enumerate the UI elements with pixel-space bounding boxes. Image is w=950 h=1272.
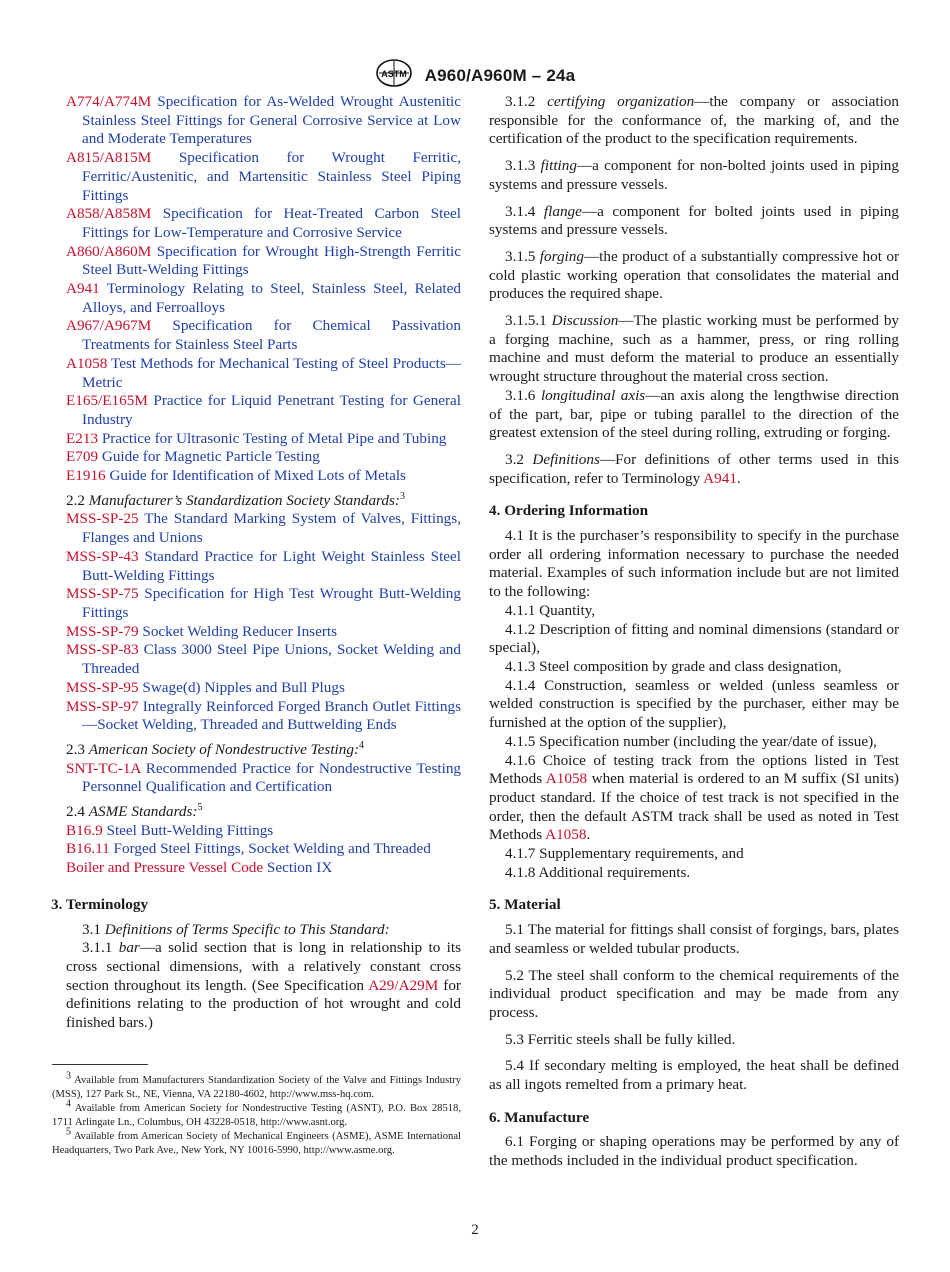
page-number: 2 [471,1222,479,1238]
reference-title[interactable]: Test Methods for Mechanical Testing of Steel Products—Metric [82,354,461,391]
reference-title[interactable]: Specification for High Test Wrought Butt-Welding Fittings [82,585,461,621]
reference-item[interactable] [66,623,461,642]
para-4-1-5: 4.1.5 Specification number (including the year/date of issue), [505,732,877,750]
reference-title[interactable]: Guide for Identification of Mixed Lots of Metals [109,467,406,485]
reference-bpvc[interactable]: Boiler and Pressure Vessel Code Section IX [66,859,333,877]
para-4-1-3: 4.1.3 Steel composition by grade and class designation, [505,657,842,675]
section-6-heading: 6. Manufacture [489,1108,590,1126]
reference-item[interactable] [66,548,461,585]
reference-title[interactable]: Swage(d) Nipples and Bull Plugs [142,678,345,696]
para-5-1: 5.1 The material for fittings shall consist of forgings, bars, plates and seamless or welded tubular products. [489,921,899,957]
reference-item[interactable] [66,392,461,429]
para-3-1-1: 3.1.1 bar—a solid section that is long in relationship to its cross sectional dimensions, with a relatively constant cross section throughout its length. (See Specification A29/A29M for definitions relating to the production of hot wrought and cold finished bars.) [66,939,461,1032]
para-4-1-6: 4.1.6 Choice of testing track from the options listed in Test Methods A1058 when material is ordered to an M suffix (SI units) product standard. If the choice of test track is not specified in the order, then the default ASTM track shall be used as noted in Test Methods A1058. [489,751,899,844]
reference-item[interactable] [66,430,461,449]
reference-item[interactable] [66,448,461,467]
reference-title[interactable]: Specification for Heat-Treated Carbon Steel Fittings for Low-Temperature and Corrosive Service [82,205,462,241]
para-5-4: 5.4 If secondary melting is employed, the heat shall be defined as all ingots remelted from a primary heat. [489,1057,899,1094]
ref-a1058-2[interactable]: A1058 [545,826,587,844]
para-4-1-2: 4.1.2 Description of fitting and nominal dimensions (standard or special), [489,620,899,657]
reference-title[interactable]: Socket Welding Reducer Inserts [142,622,338,640]
reference-code[interactable]: MSS-SP-97 [66,697,139,715]
para-3-2: 3.2 Definitions—For definitions of other terms used in this specification, refer to Terminology A941. [489,450,899,487]
section-3-heading: 3. Terminology [51,895,149,913]
reference-title[interactable]: Practice for Ultrasonic Testing of Metal Pipe and Tubing [101,429,447,447]
reference-code[interactable]: MSS-SP-83 [66,641,139,659]
reference-code[interactable]: E1916 [66,467,106,485]
reference-code[interactable]: A860/A860M [66,242,152,260]
reference-title[interactable]: Forged Steel Fittings, Socket Welding and Threaded [113,840,431,858]
section-5-heading: 5. Material [489,896,561,914]
reference-item[interactable] [66,698,461,735]
reference-item[interactable] [66,355,461,392]
reference-title[interactable]: Specification for Chemical Passivation Treatments for Stainless Steel Parts [82,317,461,354]
reference-code[interactable]: MSS-SP-95 [66,678,139,696]
reference-code[interactable]: A1058 [66,354,108,372]
reference-code[interactable]: A967/A967M [66,317,152,335]
reference-title[interactable]: Class 3000 Steel Pipe Unions, Socket Welding and Threaded [82,641,461,678]
reference-item[interactable] [66,585,461,622]
reference-code[interactable]: B16.11 [66,840,110,858]
reference-title[interactable]: Integrally Reinforced Forged Branch Outlet Fittings—Socket Welding, Threaded and Buttwelding Ends [82,697,462,734]
para-3-1: 3.1 Definitions of Terms Specific to This Standard: [82,920,390,938]
reference-item[interactable] [66,243,461,280]
para-3-1-2: 3.1.2 certifying organization—the company or association responsible for the conformance of, the marking of, and the certification of the product to the specification requirements. [489,93,899,148]
section-2-2: 2.2 Manufacturer’s Standardization Society Standards:$^3$ [66,490,405,509]
para-3-1-4: 3.1.4 flange—a component for bolted joints used in piping systems and pressure vessels. [489,202,899,239]
reference-code[interactable]: MSS-SP-79 [66,622,139,640]
reference-item[interactable] [66,93,461,149]
reference-item[interactable] [66,840,461,859]
reference-code[interactable]: E709 [66,448,99,466]
section-2-4: 2.4 ASME Standards:$^5$ [66,801,203,821]
reference-item[interactable] [66,280,461,317]
reference-title[interactable]: Steel Butt-Welding Fittings [106,821,274,839]
ref-a29[interactable]: A29/A29M [368,976,439,994]
para-4-1: 4.1 It is the purchaser’s responsibility to specify in the purchase order all ordering information necessary to purchase the needed material. Examples of such information include but are not limited to the following: [489,527,899,601]
reference-title[interactable]: Terminology Relating to Steel, Stainless Steel, Related Alloys, and Ferroalloys [82,280,461,316]
para-6-1: 6.1 Forging or shaping operations may be performed by any of the methods included in the individual product specification. [489,1133,899,1170]
para-3-1-6: 3.1.6 longitudinal axis—an axis along the lengthwise direction of the part, bar, pipe or tubing parallel to the direction of the greatest extension of the steel during rolling, extruding or forging. [489,386,900,442]
para-3-1-5-1: 3.1.5.1 Discussion—The plastic working must be performed by a forging machine, such as a hammer, press, or ring rolling machine and must deform the material to produce an essentially wrought structure throughout the material cross section. [489,312,900,386]
reference-title[interactable]: Practice for Liquid Penetrant Testing for General Industry [82,392,461,428]
para-4-1-4: 4.1.4 Construction, seamless or welded (unless seamless or welded construction is specified by the purchaser, either may be furnished at the option of the supplier), [489,676,899,732]
reference-item[interactable] [66,205,461,242]
reference-list-asme [66,822,461,859]
reference-item[interactable] [66,149,461,205]
reference-list-asnt [66,760,461,797]
footnote-3: $^3$ Available from Manufacturers Standardization Society of the Valve and Fittings Industry (MSS), 127 Park St., NE, Vienna, VA 22180-4602, http://www.mss-hq.com. [52,1070,461,1100]
reference-code[interactable]: B16.9 [66,821,103,839]
footnote-rule [52,1064,148,1065]
para-4-1-8: 4.1.8 Additional requirements. [505,863,691,881]
designation-title: A960/A960M – 24a [424,65,576,85]
left-column [51,93,462,1033]
reference-code[interactable]: A858/A858M [66,205,152,223]
reference-item[interactable] [66,679,461,698]
section-4-heading: 4. Ordering Information [489,502,649,520]
reference-item[interactable] [66,467,461,486]
reference-item[interactable] [66,317,461,354]
ref-a1058-1[interactable]: A1058 [545,770,588,788]
reference-title[interactable]: Specification for Wrought High-Strength Ferritic Steel Butt-Welding Fittings [82,242,462,279]
reference-code[interactable]: A774/A774M [66,93,152,110]
para-4-1-1: 4.1.1 Quantity, [505,601,596,619]
reference-title[interactable]: Guide for Magnetic Particle Testing [101,448,320,466]
reference-title[interactable]: Specification for As-Welded Wrought Austenitic Stainless Steel Fittings for General Corrosive Service at Low and Moderate Temperatures [82,93,461,148]
reference-title[interactable]: The Standard Marking System of Valves, Fittings, Flanges and Unions [82,510,461,547]
astm-logo-icon [375,58,413,93]
reference-code[interactable]: SNT-TC-1A [66,759,141,777]
para-4-1-7: 4.1.7 Supplementary requirements, and [505,845,744,863]
right-column [489,93,899,1171]
reference-code[interactable]: E213 [66,429,99,447]
reference-title[interactable]: Recommended Practice for Nondestructive Testing Personnel Qualification and Certification [82,759,462,796]
reference-title[interactable]: Specification for Wrought Ferritic, Ferritic/Austenitic, and Martensitic Stainless Steel Piping Fittings [82,149,461,204]
reference-title[interactable]: Standard Practice for Light Weight Stainless Steel Butt-Welding Fittings [82,547,461,584]
footnotes [52,1070,461,1158]
reference-item[interactable] [66,510,461,547]
footnote-4: $^4$ Available from American Society for Nondestructive Testing (ASNT), P.O. Box 28518, 1711 Arlingate Ln., Columbus, OH 43228-0518, http://www.asnt.org. [52,1098,461,1128]
reference-code[interactable]: MSS-SP-75 [66,585,139,603]
footnote-5: $^5$ Available from American Society of Mechanical Engineers (ASME), ASME International Headquarters, Two Park Ave., New York, NY 10016-5990, http://www.asme.org. [52,1126,461,1156]
para-5-2: 5.2 The steel shall conform to the chemical requirements of the individual product specification and may be made from any process. [489,966,899,1021]
reference-item[interactable] [66,760,461,797]
reference-list-astm [66,93,461,486]
ref-a941[interactable]: A941 [703,469,737,487]
reference-item[interactable] [66,641,461,678]
svg-text:ASTM: ASTM [380,69,407,79]
para-3-1-3: 3.1.3 fitting—a component for non-bolted joints used in piping systems and pressure vessels. [489,157,899,193]
para-3-1-5: 3.1.5 forging—the product of a substantially compressive hot or cold plastic working operation that consolidates the material and produces the required shape. [489,247,900,303]
para-5-3: 5.3 Ferritic steels shall be fully killed. [505,1030,736,1048]
reference-code[interactable]: A815/A815M [66,149,152,167]
reference-code[interactable]: A941 [66,280,100,298]
reference-code[interactable]: MSS-SP-25 [66,510,139,528]
page-header [0,58,950,93]
reference-item[interactable] [66,822,461,841]
reference-code[interactable]: E165/E165M [66,392,148,410]
reference-list-mss [66,510,461,734]
reference-code[interactable]: MSS-SP-43 [66,547,139,565]
section-2-3: 2.3 American Society of Nondestructive Testing:$^4$ [66,739,365,758]
